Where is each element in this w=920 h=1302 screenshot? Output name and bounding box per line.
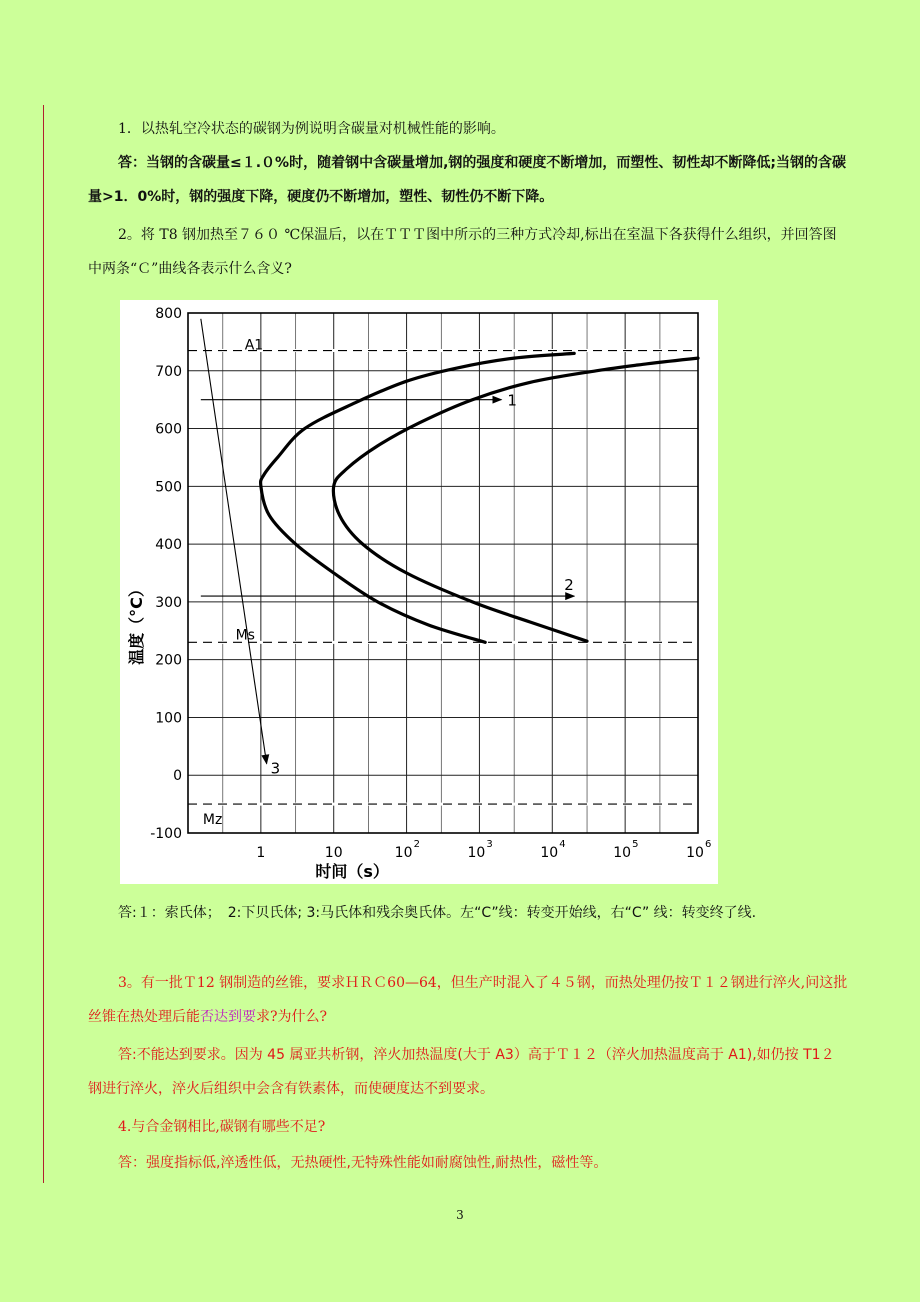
question-3-highlight: 否达到要 [200,1009,256,1025]
ttt-chart-svg [120,300,718,884]
cooling-path-label: 3 [270,759,281,778]
ttt-diagram [120,300,718,884]
page-number: 3 [456,1208,464,1222]
x-axis-title: 时间（s） [315,862,389,881]
y-tick-label: -100 [150,826,182,842]
x-tick-exponent: 5 [632,839,639,850]
x-tick-label: 10 [613,845,632,861]
y-tick-label: 300 [155,594,182,611]
y-axis-title: 温度（°C） [127,581,146,665]
answer-4: 答：强度指标低,淬透性低，无热硬性,无特殊性能如耐腐蚀性,耐热性，磁性等。 [118,1155,608,1171]
cooling-path-label: 2 [564,576,574,595]
cooling-path-3 [201,319,267,764]
x-tick-label: 10 [394,845,413,861]
x-tick-label: 10 [686,845,704,861]
y-tick-label: 500 [155,479,182,496]
answer-3: 答:不能达到要求。因为 45 属亚共析钢，淬火加热温度(大于 A3）高于Ｔ１２（淬火加热温度高于 A1),如仍按 T1２钢进行淬火，淬火后组织中会含有铁素体，而使硬度达不到要求。 [88,1047,835,1097]
x-tick-label: 10 [324,845,343,861]
answer-2: 答:１：索氏体； 2:下贝氏体; 3:马氏体和残余奥氏体。左“C”线：转变开始线，右“C” 线：转变终了线. [118,905,757,921]
y-tick-label: 200 [155,652,182,669]
reference-line-label: A1 [244,337,264,354]
y-tick-label: 400 [155,537,182,554]
question-2: 2。将 T8 钢加热至７６０ ℃保温后，以在ＴＴＴ图中所示的三种方式冷却,标出在室温下各获得什么组织，并回答图中两条“Ｃ”曲线各表示什么含义? [88,227,837,277]
x-tick-exponent: 2 [413,839,420,850]
question-1: 1．以热轧空冷状态的碳钢为例说明含碳量对机械性能的影响。 [118,121,505,137]
x-tick-exponent: 3 [486,839,493,850]
x-tick-exponent: 6 [705,839,712,850]
question-3 [88,966,848,1034]
y-tick-label: 600 [155,421,182,438]
question-3-text-b: 求?为什么? [256,1009,328,1025]
x-tick-label: 10 [540,845,559,861]
reference-line-label: Mz [202,812,223,829]
question-3-text-a: 3。有一批Ｔ12 钢制造的丝锥，要求ＨＲＣ60—64，但生产时混入了４５钢，而热处理仍按Ｔ１２钢进行淬火,问这批丝锥在热处理后能 [88,975,848,1025]
c-curve-start [261,353,575,642]
plot-frame [188,313,698,833]
y-tick-label: 700 [155,363,182,380]
y-tick-label: 800 [155,306,182,322]
question-4: 4.与合金钢相比,碳钢有哪些不足? [118,1119,326,1135]
x-tick-exponent: 4 [559,839,566,850]
x-tick-label: 10 [467,845,486,861]
x-tick-label: 1 [256,845,266,861]
margin-rule [43,105,44,1183]
cooling-path-label: 1 [507,391,517,410]
reference-line-label: Ms [235,627,255,644]
y-tick-label: 0 [173,768,182,785]
answer-1: 答：当钢的含碳量≤１.０%时，随着钢中含碳量增加,钢的强度和硬度不断增加，而塑性、韧性却不断降低;当钢的含碳量>1．0%时，钢的强度下降，硬度仍不断增加，塑性、韧性仍不断下降。 [88,155,846,205]
y-tick-label: 100 [155,710,182,727]
